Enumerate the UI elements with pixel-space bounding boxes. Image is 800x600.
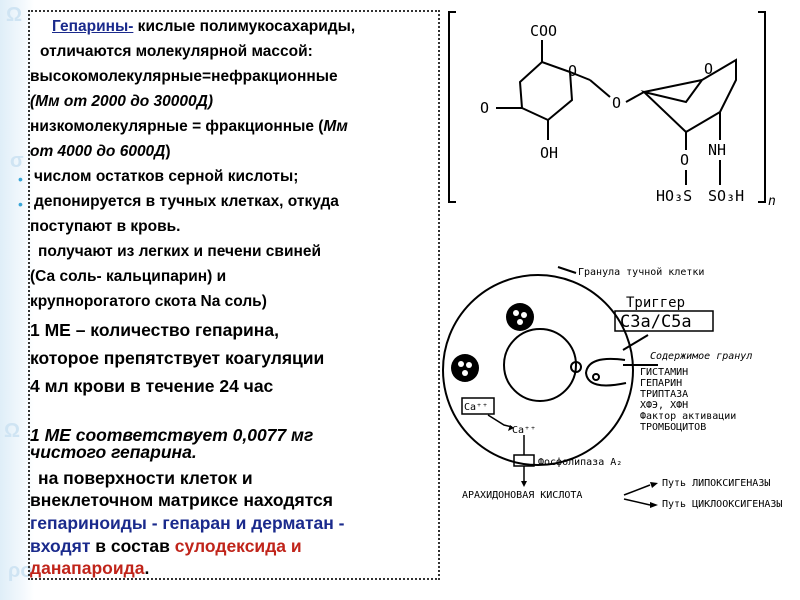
- line-18: на поверхности клеток и: [38, 468, 253, 488]
- line-16: 1 МЕ соответствует 0,0077 мг: [30, 425, 314, 445]
- mast-cell-diagram: [428, 255, 796, 595]
- ca-box-label: Ca⁺⁺: [464, 402, 489, 413]
- line-4: (Мм от 2000 до 30000Д): [30, 93, 214, 110]
- degranulation-pocket: [586, 359, 626, 386]
- bullet-dot: •: [18, 196, 23, 212]
- glycosidic-oxygen-label: O: [612, 94, 622, 112]
- line-12: крупнорогатого скота Na соль): [30, 293, 267, 310]
- nh-label: NH: [708, 141, 727, 159]
- line-15: 4 мл крови в течение 24 час: [30, 376, 274, 396]
- granule: [451, 354, 479, 382]
- line-5: низкомолекулярные = фракционные (Мм: [30, 118, 348, 135]
- chemotactic-factors-label: ХФЭ, ХФН: [640, 400, 689, 411]
- heparin-label: ГЕПАРИН: [640, 378, 683, 389]
- line-6: от 4000 до 6000Д): [30, 143, 171, 160]
- histamine-label: ГИСТАМИН: [640, 367, 689, 378]
- nucleus: [504, 329, 576, 401]
- oxygen-label: O: [680, 151, 690, 169]
- line-2: отличаются молекулярной массой:: [40, 43, 313, 60]
- line-17: чистого гепарина.: [30, 442, 197, 462]
- line-8: депонируется в тучных клетках, откуда: [34, 193, 339, 210]
- coo-label: COO: [530, 22, 558, 40]
- ca-label: Ca⁺⁺: [512, 425, 537, 436]
- line-3: высокомолекулярные=нефракционные: [30, 68, 338, 85]
- cyclooxygenase-label: Путь ЦИКЛООКСИГЕНАЗЫ: [662, 499, 783, 510]
- oh-label: OH: [540, 144, 559, 162]
- platelets-label: ТРОМБОЦИТОВ: [640, 422, 707, 433]
- lipoxygenase-label: Путь ЛИПОКСИГЕНАЗЫ: [662, 478, 771, 489]
- line-7: числом остатков серной кислоты;: [34, 168, 299, 185]
- activation-factor-label: Фактор активации: [640, 411, 737, 422]
- heparins-term: Гепарины-: [52, 18, 134, 35]
- heparin-structure-diagram: [440, 0, 800, 215]
- ring-oxygen-label: O: [568, 62, 578, 80]
- line-20: гепариноиды - гепаран и дерматан -: [30, 513, 345, 533]
- arachidonic-acid-label: АРАХИДОНОВАЯ КИСЛОТА: [462, 490, 583, 501]
- line-10: получают из легких и печени свиней: [38, 243, 321, 260]
- line-13: 1 МЕ – количество гепарина,: [30, 320, 279, 340]
- tryptase-label: ТРИПТАЗА: [640, 389, 689, 400]
- left-decoration: Ω σ Ω ρο: [0, 0, 34, 600]
- granule-label: Гранула тучной клетки: [578, 267, 705, 278]
- line-9: поступают в кровь.: [30, 218, 181, 235]
- granule: [506, 303, 534, 331]
- line-22: данапароида.: [30, 558, 150, 578]
- ring-oxygen-label: O: [704, 60, 714, 78]
- granule-contents-label: Содержимое гранул: [650, 351, 753, 362]
- line-14: которое препятствует коагуляции: [30, 348, 325, 368]
- line-1: Гепарины- кислые полимукосахариды,: [52, 18, 356, 35]
- line-21: входят в состав сулодексида и: [30, 536, 302, 556]
- trigger-label: Триггер: [626, 295, 686, 311]
- line-11: (Са соль- кальципарин) и: [30, 268, 227, 285]
- oxygen-label: O: [480, 99, 490, 117]
- phospholipase-label: Фосфолипаза A₂: [538, 457, 623, 468]
- line-19: внеклеточном матриксе находятся: [30, 490, 333, 510]
- bullet-dot: •: [18, 171, 23, 187]
- c3a-c5a-label: C3a/C5a: [620, 312, 692, 332]
- ho3s-label: HO₃S: [656, 187, 693, 205]
- so3h-label: SO₃H: [708, 187, 745, 205]
- repeat-n-label: n: [768, 194, 776, 209]
